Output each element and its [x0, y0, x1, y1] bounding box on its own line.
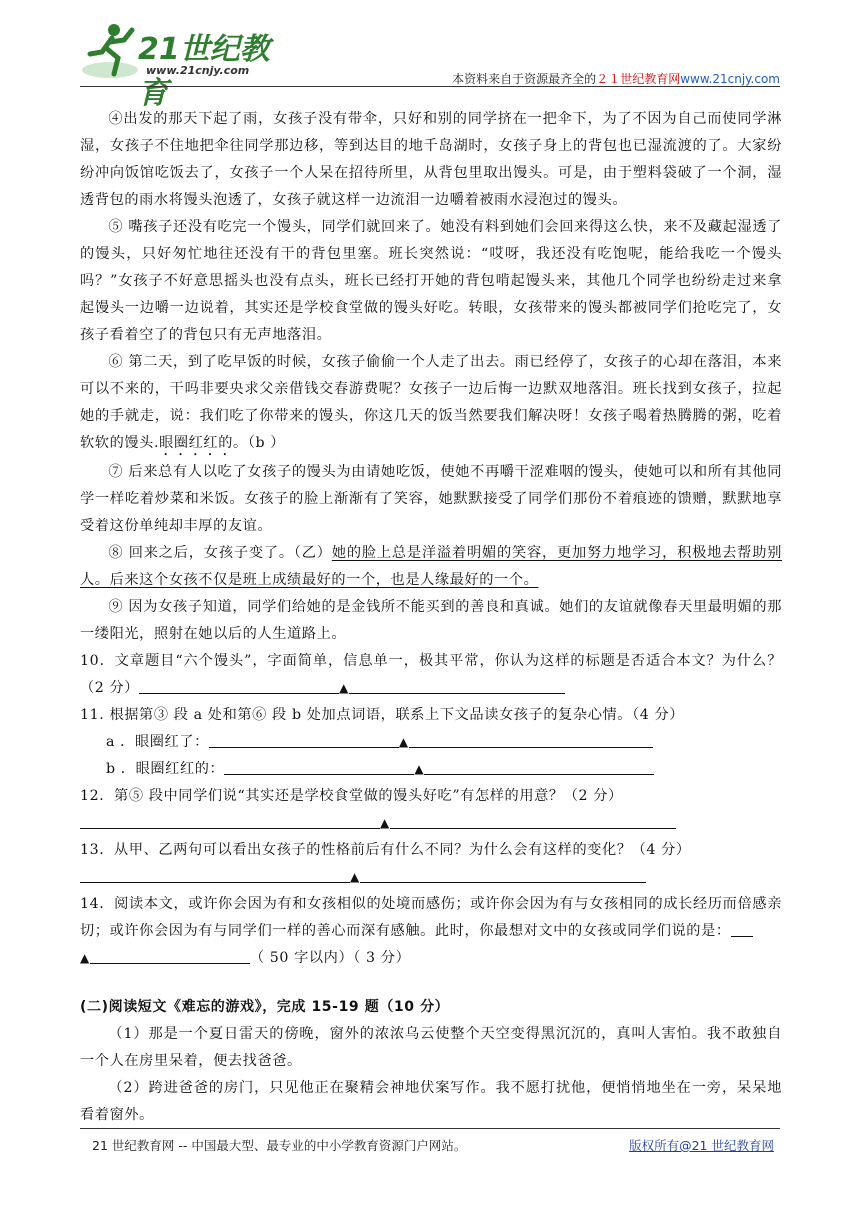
paragraph-4: ④出发的那天下起了雨，女孩子没有带伞，只好和别的同学挤在一把伞下，为了不因为自己而使同学淋湿，女孩子不住地把伞往同学那边移，等到达目的地千岛湖时，女孩子身上的背包也已湿流渡的了。大家纷纷冲向饭馆吃饭去了，女孩子一个人呆在招待所里，从背包里取出馒头。可是，由于塑料袋破了一个洞，湿透背包的雨水将馒头泡透了，女孩子就这样一边流泪一边嚼着被雨水浸泡过的馒头。	[80, 111, 782, 208]
paragraph-6-end: 。（b ）	[233, 435, 286, 451]
section-2-title: (二)阅读短文《难忘的游戏》，完成 15-19 题（10 分）	[80, 999, 450, 1015]
answer-blank[interactable]	[80, 866, 350, 883]
footer-copyright-link[interactable]: 版权所有@21 世纪教育网	[629, 1138, 774, 1153]
main-content	[80, 106, 782, 1129]
question-12: 12．第⑤ 段中同学们说“其实还是学校食堂做的馒头好吃”有怎样的用意？（2 分）	[80, 788, 623, 804]
paragraph-6-text: ⑥ 第二天，到了吃早饭的时候，女孩子偷偷一个人走了出去。雨已经停了，女孩子的心却在落泪，本来可以不来的，干吗非要央求父亲借钱交春游费呢？女孩子一边后悔一边默双地落泪。班长找到女孩子，拉起她的手就走，说：我们吃了你带来的馒头，你这几天的饭当然要我们解决呀！女孩子喝着热腾腾的粥，吃着软软的馒头.	[80, 354, 782, 451]
paragraph-8	[80, 540, 782, 594]
answer-blank[interactable]	[90, 947, 250, 964]
question-14-text: 14．阅读本文，或许你会因为有和女孩相似的处境而感伤；或许你会因为有与女孩相同的成长经历而倍感亲切；或许你会因为有与同学们一样的善心而深有感触。此时，你最想对文中的女孩或同学们说的是：	[80, 896, 782, 939]
answer-blank[interactable]	[139, 677, 339, 694]
question-12-answer	[80, 810, 782, 837]
question-11b-label: b ．眼圈红红的：	[106, 761, 225, 777]
question-14	[80, 891, 782, 972]
section-2-paragraph-2: （2）跨进爸爸的房门，只见他正在聚精会神地伏案写作。我不愿打扰他，便悄悄地坐在一旁，呆呆地看着窗外。	[80, 1080, 782, 1123]
question-11b	[80, 756, 782, 783]
answer-blank[interactable]	[390, 812, 676, 829]
question-13-answer	[80, 864, 782, 891]
answer-blank[interactable]	[424, 758, 654, 775]
footer-text: 21 世纪教育网 -- 中国最大型、最专业的中小学教育资源门户网站。	[92, 1138, 467, 1153]
triangle-marker-icon: ▲	[380, 816, 390, 830]
answer-blank[interactable]	[409, 731, 653, 748]
emphasized-phrase-b: 眼圈红红的	[159, 435, 234, 451]
answer-blank[interactable]	[360, 866, 646, 883]
question-10	[80, 648, 782, 702]
footer-divider	[80, 1128, 780, 1129]
question-14-tail: （ 50 字以内）（ 3 分）	[249, 950, 411, 966]
underlined-sentence-yi: 她的脸上总是洋溢着明媚的笑容，更加努力地学习，积极地去帮助别人。后来这个女孩不仅是班上成绩最好的一个，也是人缘最好的一个。	[80, 545, 782, 588]
answer-blank[interactable]	[224, 758, 414, 775]
question-10-text: 10．文章题目“六个馒头”，字面简单，信息单一，极其平常，你认为这样的标题是否适合本文？为什么？（2 分）	[80, 653, 782, 696]
header-note	[452, 70, 780, 87]
answer-blank[interactable]	[209, 731, 399, 748]
paragraph-7: ⑦ 后来总有人以吃了女孩子的馒头为由请她吃饭，使她不再嚼干涩难咽的馒头，使她可以和所有其他同学一样吃着炒菜和米饭。女孩子的脸上渐渐有了笑容，她默默接受了同学们那份不着痕迹的馈赠，默默地享受着这份单纯却丰厚的友谊。	[80, 464, 782, 534]
question-11a-label: a ．眼圈红了：	[106, 734, 209, 750]
section-2-paragraph-1: （1）那是一个夏日雷天的傍晚，窗外的浓浓乌云使整个天空变得黑沉沉的，真叫人害怕。我不敢独自一个人在房里呆着，便去找爸爸。	[80, 1026, 782, 1069]
header-note-site[interactable]: ２１世纪教育网	[596, 72, 681, 86]
runner-logo-icon	[80, 18, 140, 82]
triangle-marker-icon: ▲	[350, 870, 360, 884]
paragraph-8-text: ⑧ 回来之后，女孩子变了。（乙）	[108, 545, 332, 561]
site-logo	[80, 18, 290, 111]
paragraph-5: ⑤ 嘴孩子还没有吃完一个馒头，同学们就回来了。她没有料到她们会回来得这么快，来不及藏起湿透了的馒头，只好匆忙地往还没有干的背包里塞。班长突然说：“哎呀，我还没有吃饱呢，能给我吃一个馒头吗？”女孩子不好意思摇头也没有点头，班长已经打开她的背包啃起馒头来，其他几个同学也纷纷走过来拿起馒头一边嚼一边说着，其实还是学校食堂做的馒头好吃。转眼，女孩带来的馒头都被同学们抢吃完了，女孩子看着空了的背包只有无声地落泪。	[80, 219, 782, 343]
logo-url: www.21cnjy.com	[146, 64, 250, 77]
logo-text: 21世纪教育	[138, 32, 270, 111]
header-divider	[80, 86, 780, 87]
paragraph-9: ⑨ 因为女孩子知道，同学们给她的是金钱所不能买到的善良和真诚。她们的友谊就像春天里最明媚的那一缕阳光，照射在她以后的人生道路上。	[80, 599, 782, 642]
answer-blank[interactable]	[80, 812, 380, 829]
answer-blank[interactable]	[349, 677, 565, 694]
header-note-prefix: 本资料来自于资源最齐全的	[452, 72, 597, 86]
page-header	[80, 18, 780, 111]
triangle-marker-icon: ▲	[398, 735, 409, 749]
paragraph-6	[80, 349, 782, 459]
answer-blank[interactable]	[731, 920, 753, 937]
triangle-marker-icon: ▲	[80, 951, 90, 965]
header-note-url[interactable]: www.21cnjy.com	[680, 72, 780, 86]
question-11a	[80, 729, 782, 756]
question-13: 13．从甲、乙两句可以看出女孩子的性格前后有什么不同？为什么会有这样的变化？（4 分）	[80, 842, 691, 858]
triangle-marker-icon: ▲	[339, 681, 349, 695]
triangle-marker-icon: ▲	[414, 762, 425, 776]
question-11: 11. 根据第③ 段 a 处和第⑥ 段 b 处加点词语，联系上下文品读女孩子的复杂心情。（4 分）	[80, 707, 685, 723]
